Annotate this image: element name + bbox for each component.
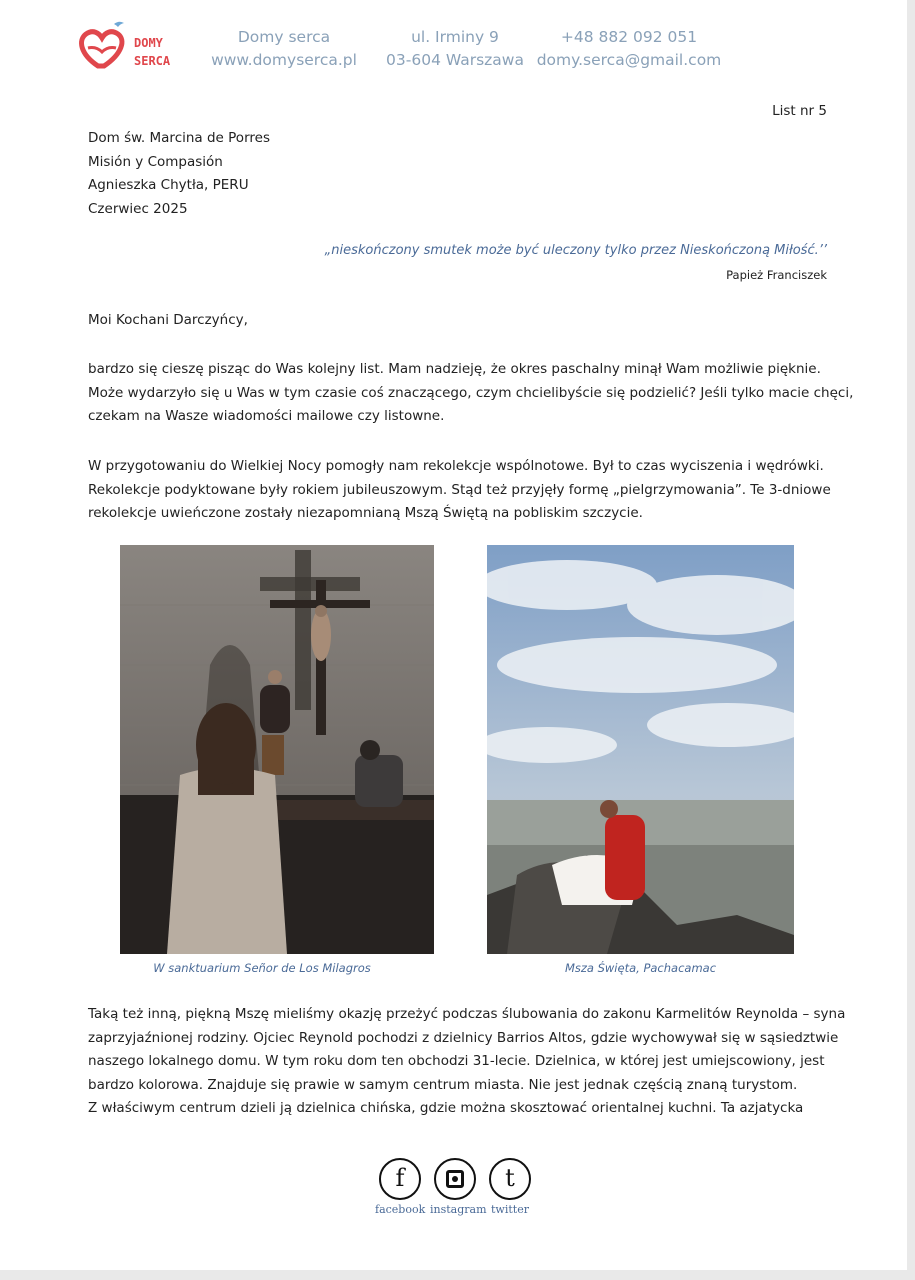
greeting: Moi Kochani Darczyńcy, [88,312,248,328]
address-line: Misión y Compasión [88,153,223,170]
social-label[interactable]: instagram [430,1203,487,1216]
paragraph-line: Może wydarzyło się u Was w tym czasie coś znaczącego, czym chcielibyście się podzielić? Jeśli tylko macie chęci, [88,384,854,401]
quote: „nieskończony smutek może być uleczony tylko przez Nieskończoną Miłość.’’ [324,243,827,258]
phone: +48 882 092 051 [560,28,698,46]
email-link[interactable]: domy.serca@gmail.com [536,51,722,69]
org-name: Domy serca [237,28,331,46]
social-label[interactable]: twitter [491,1203,529,1216]
page-edge [907,0,915,1280]
paragraph-line: czekam na Wasze wiadomości mailowe czy listowne. [88,408,445,424]
paragraph-line: rekolekcje uwieńczone zostały niezapomnianą Mszą Świętą na pobliskim szczycie. [88,505,643,521]
facebook-icon[interactable] [379,1158,421,1200]
header-address [382,26,528,72]
twitter-icon[interactable] [489,1158,531,1200]
paragraph-line: bardzo kolorowa. Znajduje się prawie w samym centrum miasta. Nie jest jednak częścią znaną turystom. [88,1076,798,1093]
photo-mass-summit [487,545,794,954]
photo-sanctuary [120,545,434,954]
photo-caption: Msza Święta, Pachacamac [564,961,717,975]
facebook-link[interactable] [375,1158,425,1216]
paragraph [88,455,831,526]
instagram-icon[interactable] [434,1158,476,1200]
paragraph-line: W przygotowaniu do Wielkiej Nocy pomogły nam rekolekcje wspólnotowe. Był to czas wyciszenia i wędrówki. [88,458,824,474]
address-line: Dom św. Marcina de Porres [88,130,270,146]
social-label[interactable]: facebook [375,1203,426,1216]
domy-serca-logo [78,18,186,74]
paragraph-line: naszego lokalnego domu. W tym roku dom ten obchodzi 31-lecie. Dzielnica, w której jest umiejscowiony, jest [88,1053,825,1069]
logo-text: DOMY [134,36,163,50]
address-line: Czerwiec 2025 [88,200,188,217]
street: ul. Irminy 9 [411,28,499,46]
paragraph-line: Z właściwym centrum dzieli ją dzielnica chińska, gdzie można skosztować orientalnej kuchni. Ta azjatycka [88,1100,804,1116]
website-link[interactable]: www.domyserca.pl [211,51,357,69]
paragraph-line: Taką też inną, piękną Mszę mieliśmy okazję przeżyć podczas ślubowania do zakonu Karmelitów Reynolda – syna [88,1006,846,1022]
paragraph-line: zaprzyjaźnionej rodziny. Ojciec Reynold pochodzi z dzielnicy Barrios Altos, gdzie wychowywał się w sąsiedztwie [88,1029,839,1046]
twitter-glyph: t [505,1164,515,1192]
quote-author: Papież Franciszek [726,268,827,282]
paragraph [88,1003,846,1121]
header-contact [536,26,722,72]
postal-city: 03-604 Warszawa [386,51,524,69]
paragraph-line: bardzo się cieszę pisząc do Was kolejny list. Mam nadzieję, że okres paschalny minął Wam możliwie pięknie. [88,361,821,377]
header-contact-name [206,26,362,72]
twitter-link[interactable] [485,1158,535,1216]
page-edge [0,1270,915,1280]
paragraph-line: Rekolekcje podyktowane były rokiem jubileuszowym. Stąd też przyjęły formę „pielgrzymowania”. Te 3-dniowe [88,481,831,498]
logo-text: SERCA [134,54,171,68]
paragraph [88,358,854,429]
letter-number: List nr 5 [772,103,827,119]
instagram-link[interactable] [430,1158,487,1216]
photo-caption: W sanktuarium Señor de Los Milagros [153,961,371,975]
sender-address [88,127,270,221]
facebook-glyph: f [395,1164,405,1192]
address-line: Agnieszka Chytła, PERU [88,177,249,193]
